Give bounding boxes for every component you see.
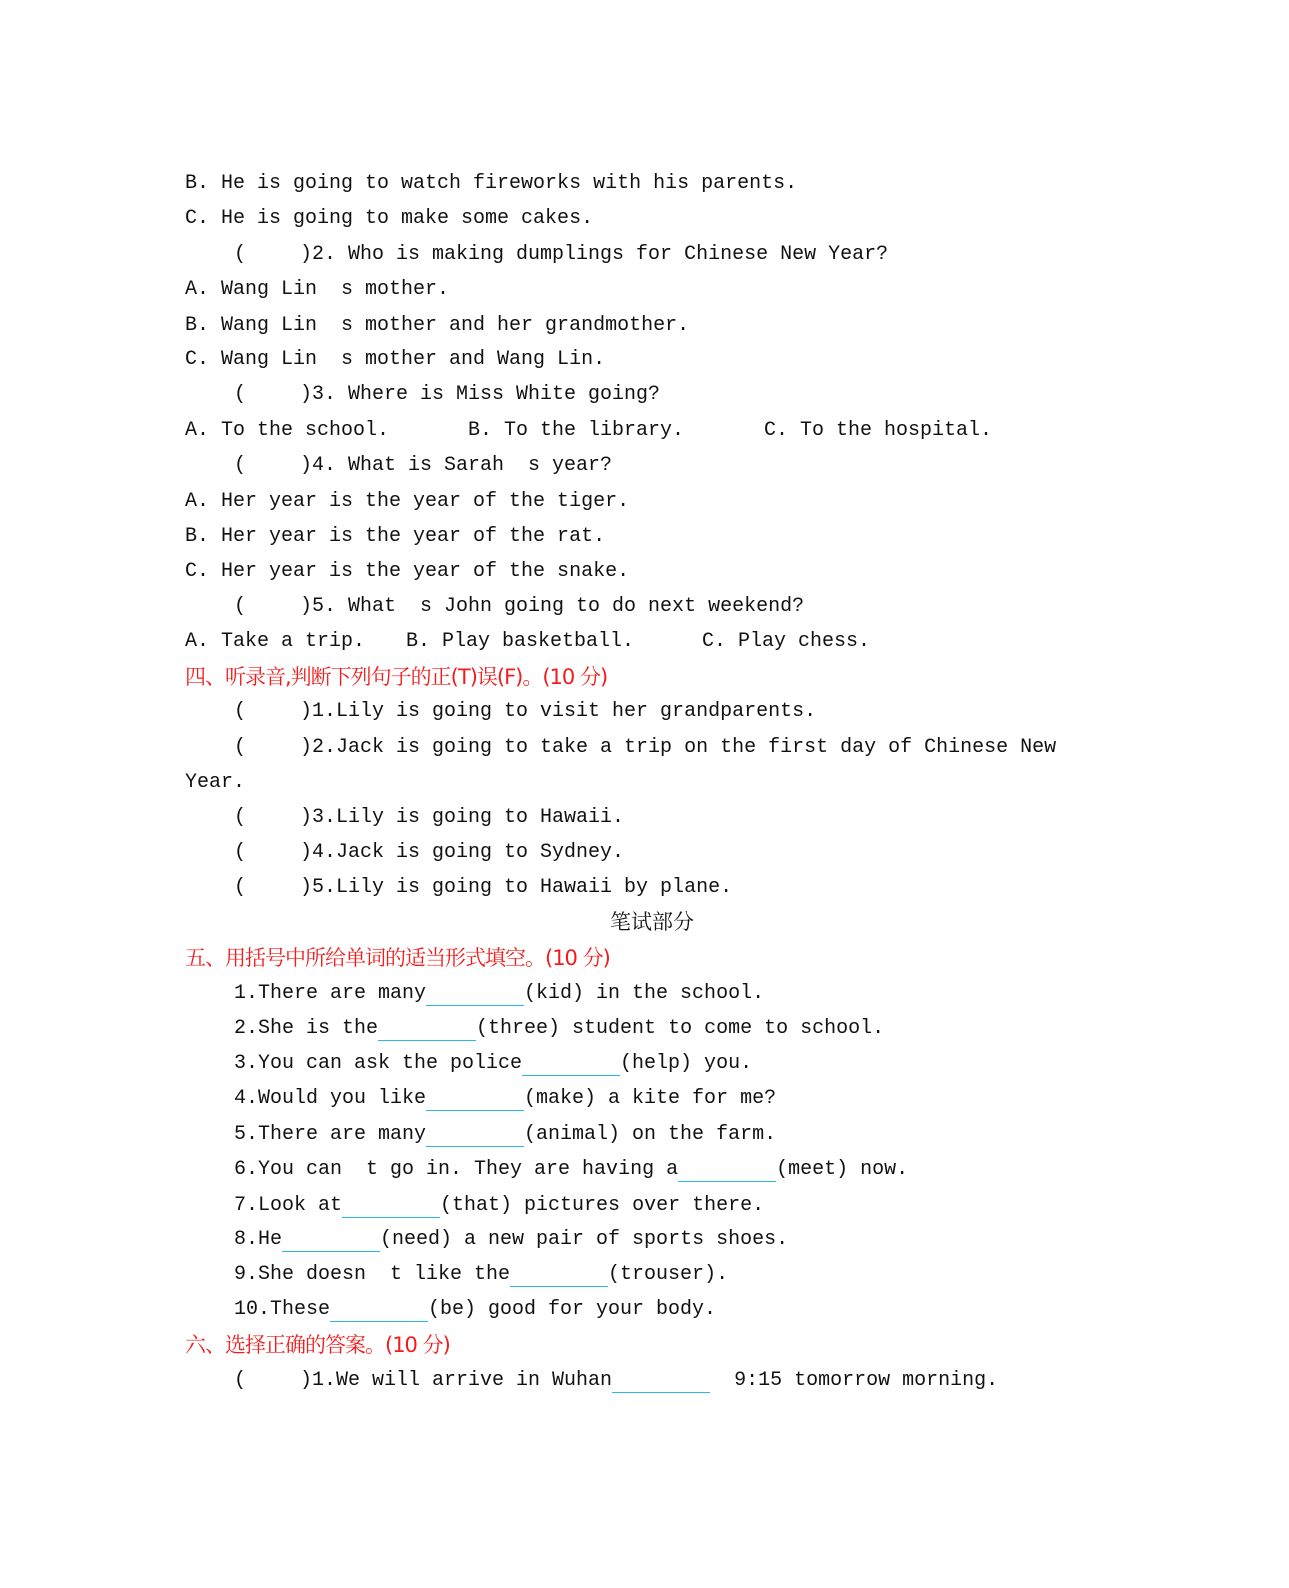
fill-in-item xyxy=(234,1052,752,1076)
true-false-item xyxy=(234,700,816,724)
answer-blank[interactable] xyxy=(378,1020,476,1041)
item-hint: (make) a kite for me? xyxy=(524,1087,777,1110)
true-false-item-continued: Year. xyxy=(185,771,246,794)
item-text: 5.There are many xyxy=(234,1123,427,1146)
option: C. Wang Lin s mother and Wang Lin. xyxy=(185,348,606,371)
fill-in-item xyxy=(234,1194,764,1218)
option-b: B. Play basketball. xyxy=(406,630,635,653)
item-text: 7.Look at xyxy=(234,1194,343,1217)
choice-item xyxy=(234,1369,998,1393)
item-text: 2.She is the xyxy=(234,1017,379,1040)
option-a: A. To the school. xyxy=(185,419,390,442)
question-3 xyxy=(234,383,660,407)
answer-bracket[interactable]: ( xyxy=(234,595,247,618)
item-hint: (three) student to come to school. xyxy=(476,1017,885,1040)
item-hint: (trouser). xyxy=(608,1263,729,1286)
item-hint: (help) you. xyxy=(620,1052,753,1075)
answer-blank[interactable] xyxy=(342,1197,440,1218)
item-hint: (need) a new pair of sports shoes. xyxy=(380,1228,789,1251)
question-5 xyxy=(234,595,804,619)
fill-in-item xyxy=(234,1017,884,1041)
fill-in-item xyxy=(234,1123,776,1147)
option-c: C. Play chess. xyxy=(702,630,871,653)
option: A. Wang Lin s mother. xyxy=(185,278,450,301)
item-text: )1.We will arrive in Wuhan xyxy=(300,1369,613,1392)
option-b: B. To the library. xyxy=(468,419,685,442)
option: B. Her year is the year of the rat. xyxy=(185,525,606,548)
option-c: C. He is going to make some cakes. xyxy=(185,207,594,230)
item-text: 4.Would you like xyxy=(234,1087,427,1110)
item-text: 1.There are many xyxy=(234,982,427,1005)
written-section-title: 笔试部分 xyxy=(610,910,694,934)
fill-in-item xyxy=(234,1087,776,1111)
question-4 xyxy=(234,454,612,478)
question-text: )5.Lily is going to Hawaii by plane. xyxy=(300,876,733,899)
answer-blank[interactable] xyxy=(510,1266,608,1287)
answer-blank[interactable] xyxy=(426,985,524,1006)
answer-blank[interactable] xyxy=(612,1372,710,1393)
item-text: 9:15 tomorrow morning. xyxy=(710,1369,999,1392)
true-false-item xyxy=(234,841,624,865)
question-text: )5. What s John going to do next weekend? xyxy=(300,595,805,618)
answer-bracket[interactable]: ( xyxy=(234,806,247,829)
item-text: 9.She doesn t like the xyxy=(234,1263,511,1286)
fill-in-item xyxy=(234,1298,716,1322)
question-text: )2.Jack is going to take a trip on the first day of Chinese New xyxy=(300,736,1057,759)
fill-in-item xyxy=(234,982,764,1006)
question-2 xyxy=(234,243,888,267)
true-false-item xyxy=(234,876,732,900)
answer-blank[interactable] xyxy=(522,1055,620,1076)
fill-in-item xyxy=(234,1263,728,1287)
item-text: 10.These xyxy=(234,1298,331,1321)
answer-bracket[interactable]: ( xyxy=(234,841,247,864)
item-text: 3.You can ask the police xyxy=(234,1052,523,1075)
item-hint: (meet) now. xyxy=(776,1158,909,1181)
question-text: )4. What is Sarah s year? xyxy=(300,454,613,477)
option-a: A. Take a trip. xyxy=(185,630,366,653)
answer-bracket[interactable]: ( xyxy=(234,700,247,723)
question-text: )1.Lily is going to visit her grandparents. xyxy=(300,700,817,723)
question-text: )3.Lily is going to Hawaii. xyxy=(300,806,625,829)
option-b: B. He is going to watch fireworks with his parents. xyxy=(185,172,798,195)
question-text: )2. Who is making dumplings for Chinese New Year? xyxy=(300,243,889,266)
answer-bracket[interactable]: ( xyxy=(234,736,247,759)
fill-in-item xyxy=(234,1228,788,1252)
item-text: 8.He xyxy=(234,1228,283,1251)
answer-blank[interactable] xyxy=(426,1126,524,1147)
item-hint: (that) pictures over there. xyxy=(440,1194,765,1217)
section-heading: 六、选择正确的答案。(10 分) xyxy=(185,1333,450,1357)
section-heading: 四、听录音,判断下列句子的正(T)误(F)。(10 分) xyxy=(185,665,608,689)
answer-blank[interactable] xyxy=(282,1231,380,1252)
answer-bracket[interactable]: ( xyxy=(234,383,247,406)
section-heading: 五、用括号中所给单词的适当形式填空。(10 分) xyxy=(185,946,610,970)
question-text: )3. Where is Miss White going? xyxy=(300,383,661,406)
question-text: )4.Jack is going to Sydney. xyxy=(300,841,625,864)
answer-bracket[interactable]: ( xyxy=(234,1369,247,1392)
true-false-item xyxy=(234,806,624,830)
option: A. Her year is the year of the tiger. xyxy=(185,490,630,513)
true-false-item xyxy=(234,736,1056,760)
fill-in-item xyxy=(234,1158,908,1182)
option: B. Wang Lin s mother and her grandmother. xyxy=(185,314,690,337)
answer-bracket[interactable]: ( xyxy=(234,876,247,899)
option-c: C. To the hospital. xyxy=(764,419,993,442)
answer-bracket[interactable]: ( xyxy=(234,243,247,266)
item-text: 6.You can t go in. They are having a xyxy=(234,1158,679,1181)
answer-bracket[interactable]: ( xyxy=(234,454,247,477)
item-hint: (animal) on the farm. xyxy=(524,1123,777,1146)
item-hint: (kid) in the school. xyxy=(524,982,765,1005)
answer-blank[interactable] xyxy=(678,1161,776,1182)
option: C. Her year is the year of the snake. xyxy=(185,560,630,583)
answer-blank[interactable] xyxy=(426,1090,524,1111)
item-hint: (be) good for your body. xyxy=(428,1298,717,1321)
answer-blank[interactable] xyxy=(330,1301,428,1322)
